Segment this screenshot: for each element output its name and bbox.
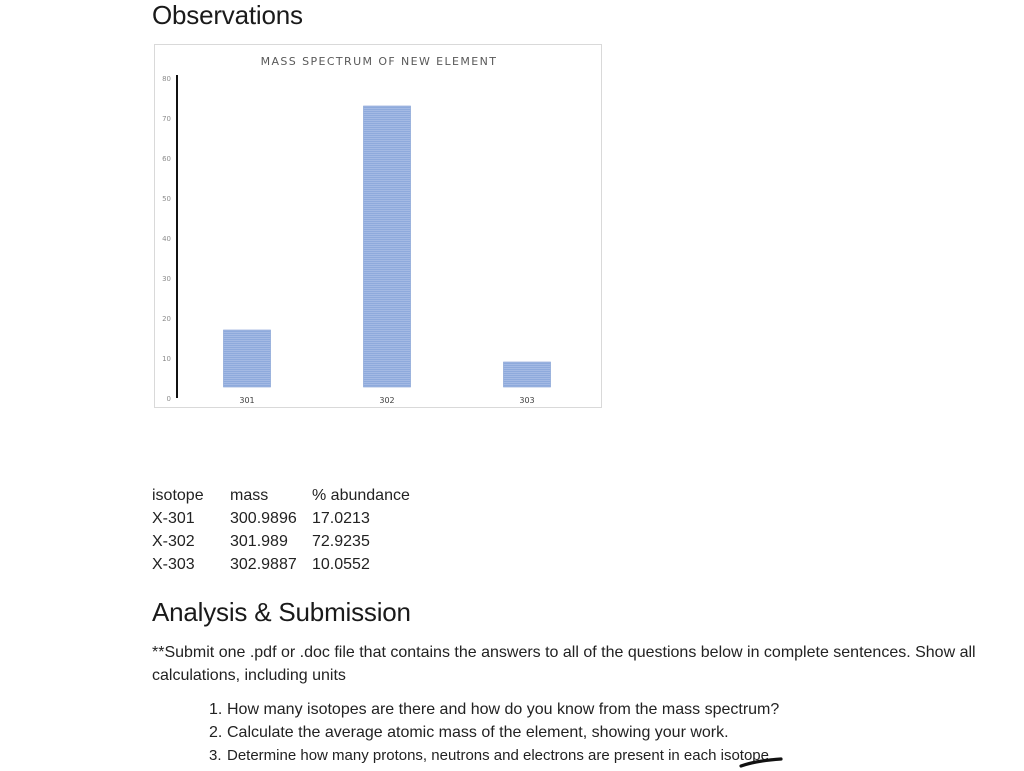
question-number: 2.	[209, 724, 223, 741]
y-tick-label: 50	[162, 195, 171, 203]
column-header-abundance: % abundance	[312, 486, 410, 504]
question-text: How many isotopes are there and how do you know from the mass spectrum?	[227, 701, 780, 718]
question-text: Calculate the average atomic mass of the element, showing your work.	[227, 724, 729, 741]
abundance-cell: 10.0552	[312, 555, 370, 573]
isotope-cell: X-303	[152, 555, 195, 573]
isotope-cell: X-302	[152, 532, 195, 550]
y-tick-label: 30	[162, 275, 171, 283]
bar-303	[504, 362, 551, 387]
table-row	[152, 530, 422, 553]
isotope-cell: X-301	[152, 509, 195, 527]
question-list	[209, 698, 779, 767]
bar-302	[364, 106, 411, 387]
table-row	[152, 507, 422, 530]
table-header-row	[152, 484, 422, 507]
y-tick-label: 40	[162, 235, 171, 243]
abundance-cell: 17.0213	[312, 509, 370, 527]
isotope-table	[152, 484, 422, 576]
mass-spectrum-chart	[154, 44, 602, 408]
y-tick-label: 70	[162, 115, 171, 123]
y-tick-label: 80	[162, 75, 171, 83]
table-row	[152, 553, 422, 576]
question-text: Determine how many protons, neutrons and electrons are present in each isotope.	[227, 747, 774, 764]
observations-heading: Observations	[152, 0, 303, 30]
x-tick-label: 302	[379, 396, 395, 405]
x-tick-label: 303	[519, 396, 535, 405]
bar-301	[224, 330, 271, 387]
analysis-heading: Analysis & Submission	[152, 597, 411, 627]
mass-cell: 301.989	[230, 532, 288, 550]
y-tick-label: 10	[162, 355, 171, 363]
column-header-isotope: isotope	[152, 486, 204, 504]
question-number: 3.	[209, 747, 222, 764]
submission-instructions: **Submit one .pdf or .doc file that contains the answers to all of the questions below in complete sentences. Show all calculations, including units	[152, 644, 976, 684]
mass-cell: 300.9896	[230, 509, 297, 527]
y-tick-label: 0	[166, 395, 171, 403]
chart-canvas	[155, 45, 603, 409]
list-item	[209, 721, 779, 744]
x-tick-label: 301	[239, 396, 255, 405]
mass-cell: 302.9887	[230, 555, 297, 573]
pen-stroke-annotation	[738, 754, 784, 770]
y-tick-label: 60	[162, 155, 171, 163]
chart-title: MASS SPECTRUM OF NEW ELEMENT	[260, 55, 498, 68]
abundance-cell: 72.9235	[312, 532, 370, 550]
y-tick-label: 20	[162, 315, 171, 323]
column-header-mass: mass	[230, 486, 269, 504]
list-item	[209, 744, 779, 767]
question-number: 1.	[209, 701, 223, 718]
list-item	[209, 698, 779, 721]
